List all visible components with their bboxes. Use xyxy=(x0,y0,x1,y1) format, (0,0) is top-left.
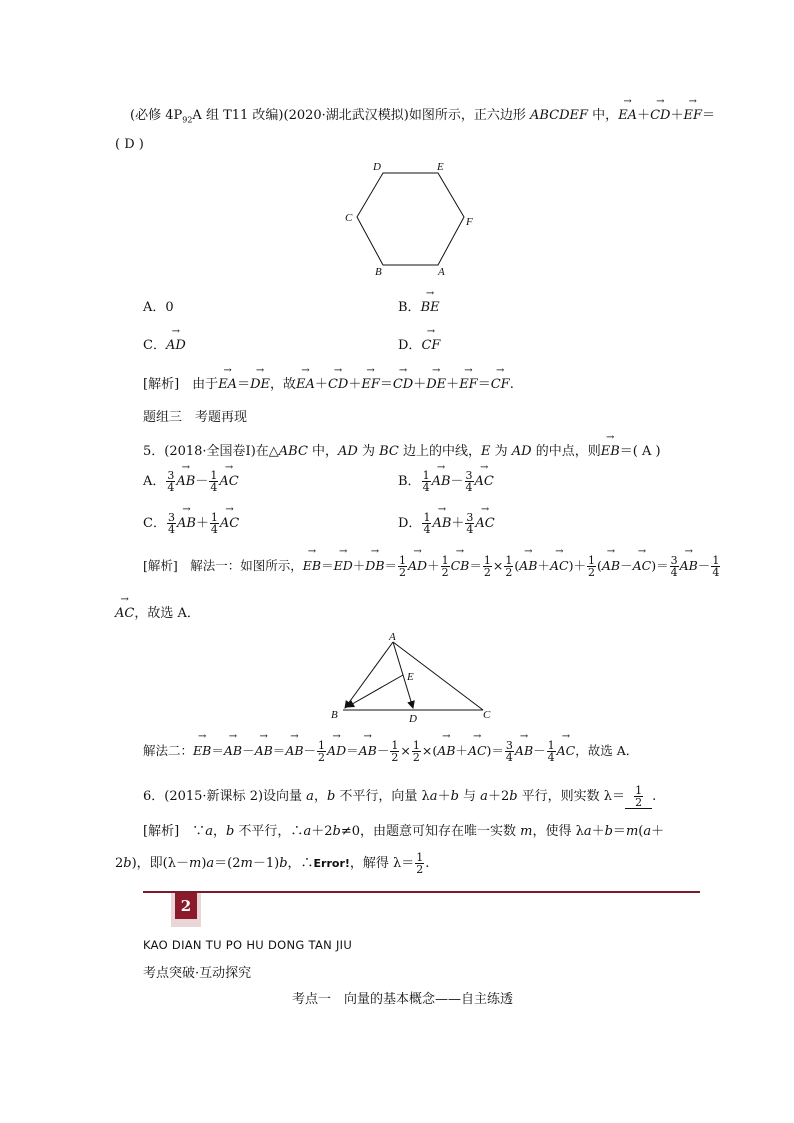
hex-label-d: D xyxy=(373,161,381,173)
q6-analysis-line2: 2b)，即(λ－m)a＝(2m－1)b，∴Error!，解得 λ＝ $\frac{1}{2}$ . xyxy=(115,851,430,876)
hex-label-b: B xyxy=(375,266,382,278)
q4-option-a: A．0 xyxy=(143,300,174,315)
q5-option-a: A． $\frac{3}{4}$ → AB－ $\frac{1}{4}$ → AC xyxy=(143,470,239,493)
q5-method2: 解法二：→ EB＝→ AB－→ AB＝→ AB－ $\frac{1}{2}$ → AD＝→ AB－ $\frac{1}{2}$ × $\frac{1}{2}$ ×(→ AB＋→ AC)＝ $\frac{3}{4}$ → AB－ $\frac{1}{4}$ → AC，故选 A． xyxy=(143,740,638,763)
hex-label-a: A xyxy=(438,266,445,278)
tri-label-e: E xyxy=(407,671,414,683)
section-heading: 题组三 考题再现 xyxy=(143,410,248,425)
section-divider xyxy=(143,891,700,893)
q5-stem: 5．(2018·全国卷Ⅰ)在△ABC 中，AD 为 BC 边上的中线，E 为 AD 的中点，则→ EB＝( A ) xyxy=(143,440,661,459)
banner-pinyin: KAO DIAN TU PO HU DONG TAN JIU xyxy=(143,938,353,952)
banner-title: 考点突破·互动探究 xyxy=(143,966,252,981)
section-number-badge: 2 xyxy=(175,893,197,919)
triangle-figure xyxy=(325,630,500,725)
tri-label-d: D xyxy=(409,713,417,725)
tri-label-a: A xyxy=(389,631,396,643)
q5-option-c: C． $\frac{3}{4}$ → AB＋ $\frac{1}{4}$ → AC xyxy=(143,512,239,535)
banner-heading: 考点一 向量的基本概念——自主练透 xyxy=(292,992,514,1007)
q4-option-c: C．→ AD xyxy=(143,334,186,353)
q4-answer: ( D ) xyxy=(115,137,144,152)
hex-label-f: F xyxy=(466,216,473,228)
hex-label-c: C xyxy=(345,212,353,224)
q5-method1: [解析] 解法一：如图所示，→ EB＝→ ED＋→ DB＝ $\frac{1}{2}$ → AD＋ $\frac{1}{2}$ → CB＝ $\frac{1}{2}$ × $\frac{1}{2}$ (→ AB＋→ AC)＋ $\frac{1}{2}$ (→ AB－→ AC)＝ $\frac{3}{4}$ → AB－ $\frac{1}{4}$ xyxy=(143,555,721,578)
q5-method1-end: → AC，故选 A． xyxy=(115,602,200,621)
q4-stem: (必修 $4P_{92}A$ 组 T11 改编)(2020·湖北武汉模拟)如图所示，正六边形 ABCDEF 中，→ EA＋→ CD＋→ EF＝ xyxy=(130,104,715,125)
tri-label-b: B xyxy=(331,709,338,721)
q5-option-b: B． $\frac{1}{4}$ → AB－ $\frac{3}{4}$ → AC xyxy=(398,470,494,493)
q6-stem: 6．(2015·新课标 2)设向量 a，b 不平行，向量 λa＋b 与 a＋2b 平行，则实数 λ＝ $\frac{1}{2}$ . xyxy=(143,784,657,809)
q4-analysis: [解析] 由于→ EA＝→ DE，故→ EA＋→ CD＋→ EF＝→ CD＋→ DE＋→ EF＝→ CF. xyxy=(143,373,514,392)
q4-option-b: B．→ BE xyxy=(398,296,440,315)
q6-analysis-line1: [解析] ∵a，b 不平行，∴a＋2b≠0，由题意可知存在唯一实数 m，使得 λa＋b＝m(a＋ xyxy=(143,824,665,839)
tri-label-c: C xyxy=(483,709,491,721)
q5-option-d: D． $\frac{1}{4}$ → AB＋ $\frac{3}{4}$ → AC xyxy=(398,512,495,535)
hexagon-figure xyxy=(340,155,480,280)
q4-option-d: D．→ CF xyxy=(398,334,440,353)
hex-label-e: E xyxy=(437,161,444,173)
